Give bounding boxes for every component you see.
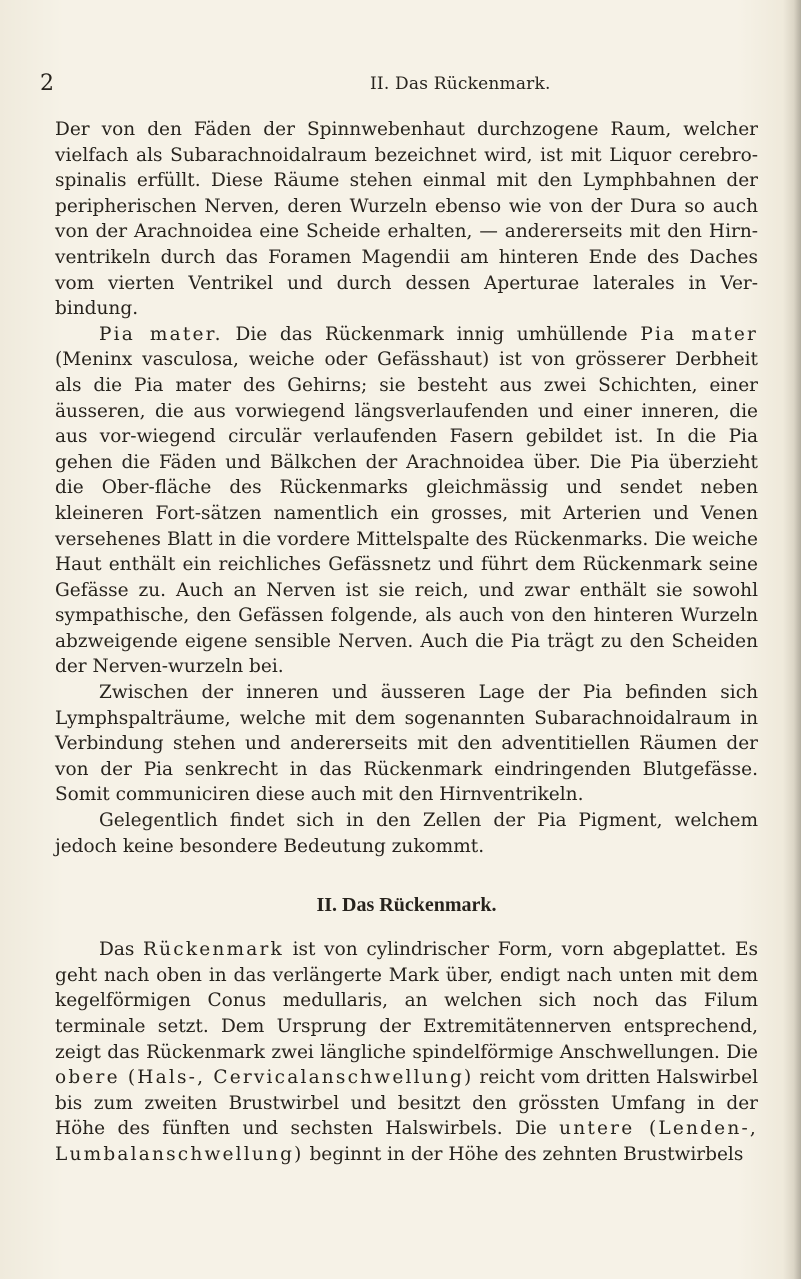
term-untere-anschwellung: untere (Lenden-, Lumbalanschwellung) (55, 1118, 758, 1165)
paragraph-text-segment: Das (99, 939, 144, 961)
section-title: II. Das Rückenmark. (316, 894, 497, 917)
paragraph-text-segment: (Meninx vasculosa, weiche oder Gefässhaut) ist von grösserer Derbheit als die Pia mater des Gehirns; sie besteht aus zwei Schichten, einer äusseren, die aus vorwiegend längsverlaufenden und einer inneren, die aus vor-wiegend circulär verlaufenden Fasern gebildet ist. In die Pia gehen die Fäden und Bälkchen der Arachnoidea über. Die Pia überzieht die Ober-fläche des Rückenmarks gleichmässig und sendet neben kleineren Fort-sätzen namentlich ein grosses, mit Arterien und Venen versehenes Blatt in die vordere Mittelspalte des Rückenmarks. Die weiche Haut enthält ein reichliches Gefässnetz und führt dem Rückenmark seine Gefässe zu. Auch an Nerven ist sie reich, und zwar enthält sie sowohl sympathische, den Gefässen folgende, als auch von den hinteren Wurzeln abzweigende eigene sensible Nerven. Auch die Pia trägt zu den Scheiden der Nerven-wurzeln bei. (55, 349, 758, 678)
paragraph-pia-mater (55, 322, 758, 680)
page-number: 2 (40, 71, 54, 96)
page-header (40, 71, 760, 97)
page-edge-shadow (783, 0, 801, 1279)
paragraph-text-segment: reicht vom dritten Halswirbel bis zum zweiten Brustwirbel und besitzt den grössten Umfang in der Höhe des fünften und sechsten Halswirbels. Die (55, 1067, 758, 1140)
paragraph-text-segment: ist von cylindrischer Form, vorn abgeplattet. Es geht nach oben in das verlängerte Mark über, endigt nach unten mit dem kegelförmigen Conus medullaris, an welchen sich noch das Filum terminale setzt. Dem Ursprung der Extremitätennerven entsprechend, zeigt das Rückenmark zwei längliche spindelförmige Anschwellungen. Die (55, 939, 758, 1063)
term-pia-mater-heading: Pia mater. (99, 323, 223, 345)
paragraph-pigment: Gelegentlich findet sich in den Zellen der Pia Pigment, welchem jedoch keine besondere Bedeutung zukommt. (55, 810, 758, 857)
paragraph-spinal-cord (55, 937, 758, 1167)
body-text (55, 117, 758, 1168)
paragraph-text-segment: beginnt in der Höhe des zehnten Brustwirbels (303, 1143, 744, 1165)
term-pia-mater: Pia mater (640, 323, 759, 345)
term-obere-anschwellung: obere (Hals-, Cervicalanschwellung) (55, 1067, 474, 1089)
paragraph-subarachnoid-space: Der von den Fäden der Spinnwebenhaut durchzogene Raum, welcher vielfach als Subarachnoidalraum bezeichnet wird, ist mit Liquor cerebro-spinalis erfüllt. Diese Räume stehen einmal mit den Lymphbahnen der peripherischen Nerven, deren Wurzeln ebenso wie von der Dura so auch von der Arachnoidea eine Scheide erhalten, — andererseits mit den Hirn-ventrikeln durch das Foramen Magendii am hinteren Ende des Daches vom vierten Ventrikel und durch dessen Aperturae laterales in Ver-bindung. (55, 119, 758, 320)
paragraph-text-segment: Die das Rückenmark innig umhüllende (222, 323, 641, 345)
paragraph-lymph-spaces: Zwischen der inneren und äusseren Lage der Pia befinden sich Lymphspalträume, welche mit dem sogenannten Subarachnoidalraum in Verbindung stehen und andererseits mit den adventitiellen Räumen der von der Pia senkrecht in das Rückenmark eindringenden Blutgefässe. Somit communiciren diese auch mit den Hirnventrikeln. (55, 682, 758, 806)
term-rueckenmark: Rückenmark (143, 939, 284, 961)
running-head: II. Das Rückenmark. (370, 74, 551, 94)
